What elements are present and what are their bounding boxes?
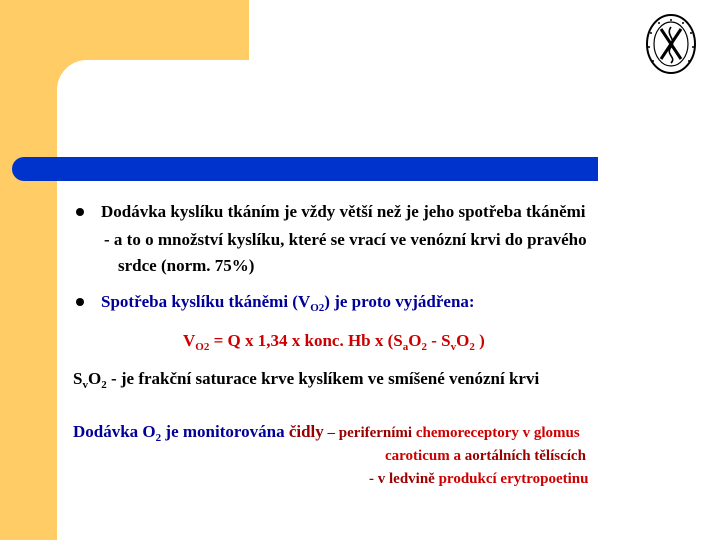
monitor-pre: Dodávka O — [73, 422, 156, 441]
svo2-s-sub: v — [82, 379, 88, 391]
formula-o2a: O — [408, 331, 422, 350]
bullet-dot-2 — [76, 298, 84, 306]
monitor-cidly: čidly — [288, 422, 324, 441]
monitor-chemo: chemoreceptory v glomus — [415, 425, 580, 441]
decor-yellow-left — [0, 0, 57, 540]
svo2-o-sub: 2 — [101, 379, 107, 391]
formula-end: ) — [474, 331, 485, 350]
bullet2-text — [101, 292, 475, 318]
bullet2-pre: Spotřeba kyslíku tkáněmi (V — [101, 292, 311, 311]
formula-v: V — [183, 331, 196, 350]
monitor-line3 — [369, 469, 588, 489]
monitor-line2-rest: aortálních tělíscích — [460, 448, 586, 464]
formula-o2a-sub: 2 — [421, 341, 427, 353]
svo2-line — [73, 369, 539, 395]
bullet-dot-1 — [76, 208, 84, 216]
bullet1-line2: - a to o množství kyslíku, které se vrací ve venózní krvi do pravého — [104, 230, 587, 249]
university-seal-icon — [645, 13, 697, 75]
formula — [183, 331, 485, 357]
bullet2-post: ) je proto vyjádřena: — [324, 292, 475, 311]
monitor-mid: je monitorována — [161, 422, 289, 441]
bullet1-line3: srdce (norm. 75%) — [118, 256, 255, 275]
monitor-dash: – periferními — [323, 425, 416, 441]
bullet2-sub: O2 — [310, 302, 325, 314]
formula-o2v: O — [456, 331, 470, 350]
formula-o2v-sub: 2 — [469, 341, 475, 353]
bullet1-line1: Dodávka kyslíku tkáním je vždy větší než je jeho spotřeba tkáněmi — [101, 202, 586, 221]
monitor-o-sub: 2 — [155, 432, 162, 444]
monitor-line3-pre: - v ledvině — [369, 471, 439, 487]
monitor-line2-red: caroticum a — [385, 448, 461, 464]
monitor-line1 — [73, 422, 580, 448]
formula-v2-sub: v — [450, 341, 457, 353]
monitor-line3-red: produkcí erytropoetinu — [438, 471, 589, 487]
formula-dash: - S — [427, 331, 451, 350]
svo2-text: - je frakční saturace krve kyslíkem ve smíšené venózní krvi — [106, 369, 540, 388]
svo2-o: O — [87, 369, 102, 388]
formula-v-sub: O2 — [195, 341, 210, 353]
monitor-line2 — [385, 446, 586, 466]
svo2-s: S — [73, 369, 83, 388]
formula-mid: = Q x 1,34 x konc. Hb x (S — [209, 331, 403, 350]
formula-a-sub: a — [402, 341, 409, 353]
title-bar — [12, 157, 598, 181]
